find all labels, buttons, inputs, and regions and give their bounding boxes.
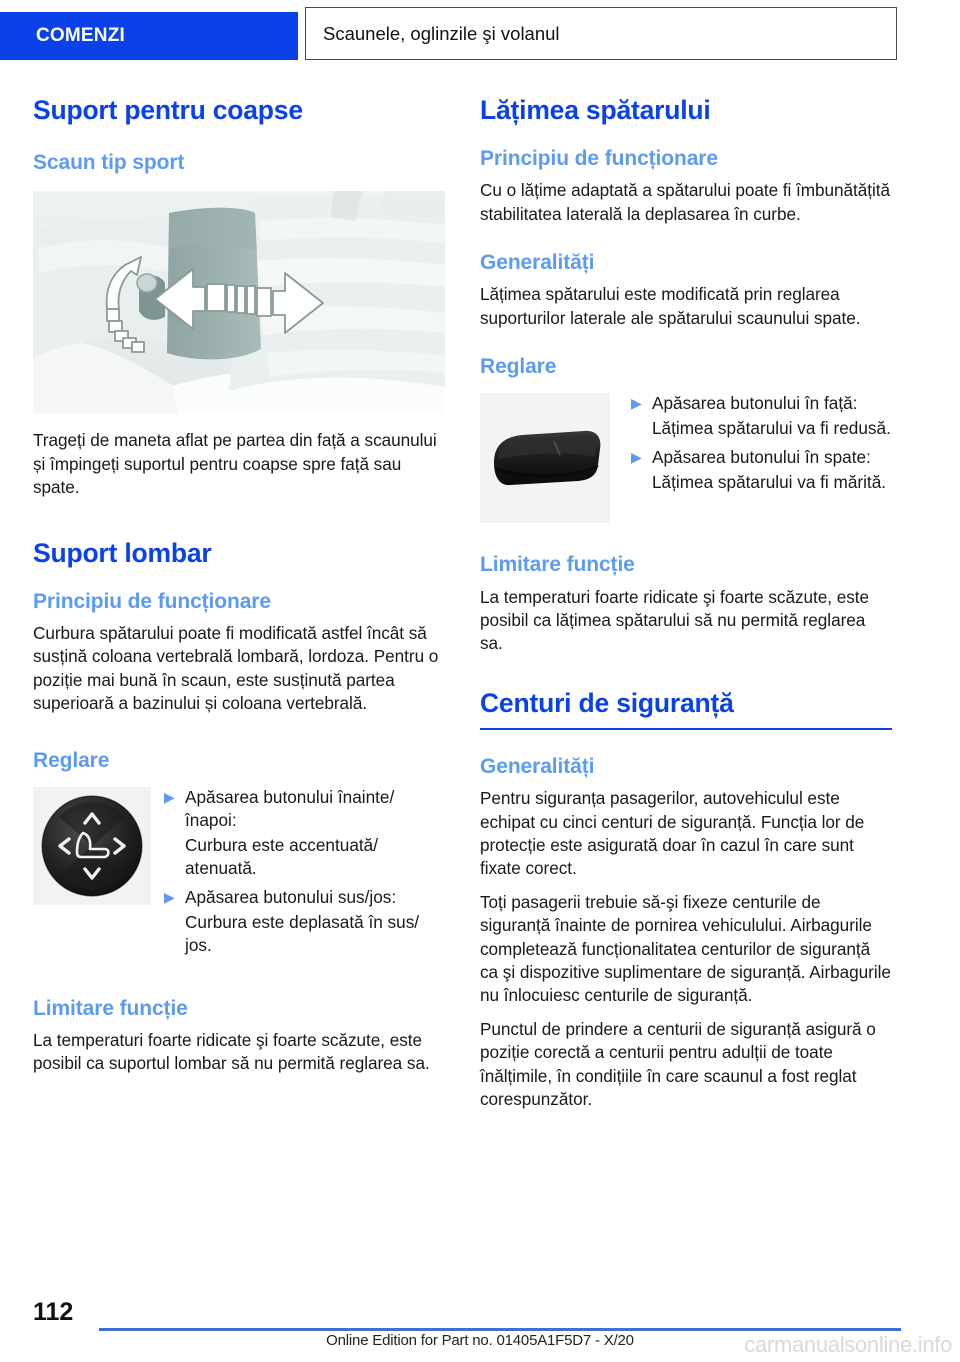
heading-backrest-general: Generalități [480, 251, 595, 275]
bullet-label: Apăsarea butonului în spate: [652, 447, 871, 468]
backrest-adjustment-block [480, 391, 892, 528]
paragraph-backrest-general: Lățimea spătarului este modificată prin reglarea suporturilor laterale ale spătarului scaunului spate. [480, 284, 861, 328]
page-title-thigh-support: Suport pentru coapse [33, 95, 303, 125]
heading-sport-seat: Scaun tip sport [33, 151, 185, 175]
paragraph-backrest-limitation: La temperaturi foarte ridicate şi foarte scăzute, este posibil ca lățimea spătarului să nu permită reglarea sa. [480, 586, 869, 654]
bullet-detail: Curbura este accentuată/ atenuată. [185, 834, 378, 878]
site-watermark: carmanualsonline.info [744, 1332, 952, 1357]
lumbar-control-button-icon [33, 787, 151, 905]
footer-divider [99, 1328, 901, 1331]
chapter-label: COMENZI [36, 25, 126, 46]
heading-lumbar-principle: Principiu de funcționare [33, 589, 271, 613]
bullet-label: Apăsarea butonului în față: [652, 393, 858, 414]
bullet-detail: Lățimea spătarului va fi redusă. [652, 417, 891, 438]
paragraph-thigh-support-usage: Trageți de maneta aflat pe partea din față a scaunului și împingeți suportul pentru coapse spre față sau spate. [33, 430, 437, 498]
figure-sport-seat-thigh-support [33, 191, 445, 413]
page-title-lumbar-support: Suport lombar [33, 537, 212, 568]
paragraph-seatbelts-1: Pentru siguranța pasagerilor, autovehiculul este echipat cu cinci centuri de siguranță. Funcția lor de protecție este asigurată doar în cazul în care sunt fixate corect. [480, 788, 865, 879]
section-label: Scaunele, oglinzile şi volanul [323, 22, 560, 44]
heading-backrest-limitation: Limitare funcție [480, 553, 635, 577]
triangle-bullet-icon: ▶ [631, 395, 642, 412]
triangle-bullet-icon: ▶ [164, 889, 175, 906]
paragraph-backrest-principle: Cu o lățime adaptată a spătarului poate fi îmbunătățită stabilitatea laterală la deplasarea în curbe. [480, 180, 891, 224]
heading-backrest-adjustment: Reglare [480, 355, 557, 379]
lumbar-bullet-list [163, 785, 445, 964]
paragraph-seatbelts-3: Punctul de prindere a centurii de siguranță asigură o poziție corectă a centurii pentru adulții de toate înălțimile, în condițiile în care scaunul a fost reglat corespunzător. [480, 1018, 876, 1109]
paragraph-seatbelts-2: Toți pasagerii trebuie să-şi fixeze centurile de siguranță înainte de pornirea vehiculului. Airbagurile completează funcționalitatea centurilor de siguranță ca şi dispozitive suplimentare de siguranță. Airbagurile nu înlocuiesc centurile de siguranță. [480, 891, 891, 1006]
bullet-item [163, 886, 445, 910]
heading-lumbar-limitation: Limitare funcție [33, 996, 188, 1020]
heading-seatbelts-general: Generalități [480, 755, 595, 779]
thumbnail-backrest-width-control [480, 391, 630, 528]
page-title-seatbelts: Centuri de siguranță [480, 688, 892, 730]
bullet-label: Apăsarea butonului sus/jos: [185, 887, 397, 908]
backrest-rocker-button-icon [480, 393, 610, 523]
bullet-label: Apăsarea butonului înainte/ înapoi: [185, 786, 395, 831]
section-title-box [305, 7, 897, 60]
bullet-item [630, 446, 892, 470]
left-column [33, 95, 445, 1076]
page-header [0, 12, 960, 60]
chapter-tab[interactable] [0, 12, 298, 60]
page-title-backrest-width: Lățimea spătarului [480, 95, 711, 125]
right-column [480, 95, 892, 1111]
page-footer [0, 1292, 960, 1362]
bullet-item [630, 392, 892, 416]
bullet-item [163, 786, 445, 833]
triangle-bullet-icon: ▶ [631, 449, 642, 466]
bullet-detail: Curbura este deplasată în sus/ jos. [185, 911, 420, 956]
footer-edition-note: Online Edition for Part no. 01405A1F5D7 - X/20 [326, 1332, 634, 1349]
triangle-bullet-icon: ▶ [164, 788, 175, 805]
paragraph-lumbar-principle: Curbura spătarului poate fi modificată astfel încât să susțină coloana vertebrală lombară, lordoza. Pentru o poziție mai bună în scaun, este susținută partea superioară a bazinului și coloana vertebrală. [33, 623, 439, 714]
lumbar-adjustment-block [33, 785, 445, 964]
heading-backrest-principle: Principiu de funcționare [480, 147, 718, 171]
paragraph-lumbar-limitation: La temperaturi foarte ridicate şi foarte scăzute, este posibil ca suportul lombar să nu permită reglarea sa. [33, 1029, 430, 1074]
bullet-detail: Lățimea spătarului va fi mărită. [652, 471, 887, 492]
thumbnail-lumbar-control [33, 785, 163, 910]
backrest-bullet-list [630, 391, 892, 500]
page-number: 112 [33, 1298, 74, 1326]
heading-lumbar-adjustment: Reglare [33, 748, 110, 772]
